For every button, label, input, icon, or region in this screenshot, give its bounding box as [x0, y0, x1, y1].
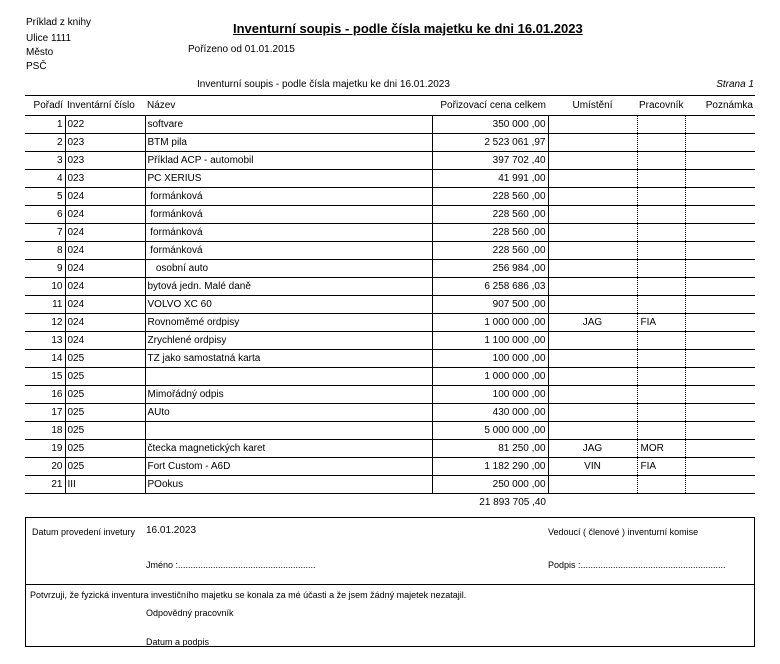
cell-price: 228 560 ,00	[432, 188, 548, 206]
cell-price: 1 000 000 ,00	[432, 314, 548, 332]
table-row	[25, 296, 755, 314]
col-order-header: Pořadí	[25, 96, 65, 116]
confirmation-text: Potvrzuji, že fyzická inventura investičního majetku se konala za mé účasti a že jsem žádný majetek nezatajil.	[30, 590, 467, 600]
cell-order: 20	[25, 458, 65, 476]
cell-order: 1	[25, 116, 65, 134]
cell-location	[548, 422, 637, 440]
total-spacer	[65, 494, 145, 512]
cell-name: TZ jako samostatná karta	[145, 350, 432, 368]
cell-worker	[637, 152, 685, 170]
cell-worker	[637, 134, 685, 152]
cell-note	[685, 206, 755, 224]
company-city: Město	[26, 47, 54, 58]
cell-order: 5	[25, 188, 65, 206]
cell-inv-number: 024	[65, 206, 145, 224]
cell-name: Mimořádný odpis	[145, 386, 432, 404]
cell-order: 21	[25, 476, 65, 494]
col-inv-header: Inventární číslo	[65, 96, 145, 116]
company-street: Ulice 1111	[26, 33, 72, 44]
cell-worker	[637, 368, 685, 386]
cell-price: 1 000 000 ,00	[432, 368, 548, 386]
col-name-header: Název	[145, 96, 432, 116]
cell-price: 41 991 ,00	[432, 170, 548, 188]
cell-inv-number: 024	[65, 224, 145, 242]
table-row	[25, 224, 755, 242]
cell-note	[685, 440, 755, 458]
cell-price: 228 560 ,00	[432, 242, 548, 260]
cell-location	[548, 404, 637, 422]
table-row	[25, 350, 755, 368]
cell-name: formánková	[145, 206, 432, 224]
cell-location	[548, 206, 637, 224]
cell-note	[685, 314, 755, 332]
cell-worker	[637, 224, 685, 242]
cell-inv-number: III	[65, 476, 145, 494]
cell-worker	[637, 332, 685, 350]
signature-line: Podpis :..........................................................	[548, 560, 726, 570]
col-worker-header: Pracovník	[637, 96, 685, 116]
total-spacer	[145, 494, 432, 512]
table-row	[25, 458, 755, 476]
cell-name: Příklad ACP - automobil	[145, 152, 432, 170]
report-title: Inventurní soupis - podle čísla majetku ke dni 16.01.2023	[233, 21, 583, 36]
cell-note	[685, 224, 755, 242]
cell-note	[685, 422, 755, 440]
cell-name: AUto	[145, 404, 432, 422]
cell-inv-number: 024	[65, 278, 145, 296]
cell-inv-number: 025	[65, 404, 145, 422]
cell-order: 8	[25, 242, 65, 260]
cell-name: softvare	[145, 116, 432, 134]
cell-price: 907 500 ,00	[432, 296, 548, 314]
table-row	[25, 170, 755, 188]
cell-worker	[637, 170, 685, 188]
cell-note	[685, 170, 755, 188]
cell-order: 4	[25, 170, 65, 188]
table-row	[25, 368, 755, 386]
cell-worker	[637, 278, 685, 296]
cell-worker	[637, 404, 685, 422]
cell-inv-number: 025	[65, 386, 145, 404]
cell-price: 250 000 ,00	[432, 476, 548, 494]
cell-order: 7	[25, 224, 65, 242]
cell-price: 100 000 ,00	[432, 350, 548, 368]
page-number: Strana 1	[716, 79, 754, 90]
cell-name: Fort Custom - A6D	[145, 458, 432, 476]
cell-inv-number: 024	[65, 296, 145, 314]
cell-inv-number: 022	[65, 116, 145, 134]
cell-worker	[637, 242, 685, 260]
cell-note	[685, 260, 755, 278]
cell-name: osobní auto	[145, 260, 432, 278]
cell-note	[685, 458, 755, 476]
cell-note	[685, 350, 755, 368]
cell-location	[548, 242, 637, 260]
cell-name: formánková	[145, 242, 432, 260]
cell-order: 10	[25, 278, 65, 296]
cell-location	[548, 350, 637, 368]
cell-name: Zrychlené ordpisy	[145, 332, 432, 350]
report-subtitle: Inventurní soupis - podle čísla majetku ke dni 16.01.2023	[197, 79, 450, 90]
cell-location	[548, 152, 637, 170]
company-zip: PSČ	[26, 61, 47, 72]
cell-inv-number: 024	[65, 314, 145, 332]
cell-price: 6 258 686 ,03	[432, 278, 548, 296]
table-row	[25, 332, 755, 350]
cell-inv-number: 024	[65, 242, 145, 260]
cell-price: 1 182 290 ,00	[432, 458, 548, 476]
table-row	[25, 116, 755, 134]
cell-worker: FIA	[637, 458, 685, 476]
cell-inv-number: 025	[65, 350, 145, 368]
cell-name: VOLVO XC 60	[145, 296, 432, 314]
cell-location	[548, 368, 637, 386]
table-row	[25, 440, 755, 458]
name-line: Jméno :.......................................................	[146, 560, 316, 570]
table-row	[25, 314, 755, 332]
cell-price: 228 560 ,00	[432, 206, 548, 224]
cell-inv-number: 024	[65, 260, 145, 278]
total-spacer	[25, 494, 65, 512]
cell-note	[685, 278, 755, 296]
cell-inv-number: 024	[65, 332, 145, 350]
table-row	[25, 404, 755, 422]
cell-note	[685, 116, 755, 134]
cell-note	[685, 152, 755, 170]
cell-location	[548, 188, 637, 206]
cell-order: 14	[25, 350, 65, 368]
cell-price: 100 000 ,00	[432, 386, 548, 404]
table-row	[25, 260, 755, 278]
col-location-header: Umístění	[548, 96, 637, 116]
table-row	[25, 206, 755, 224]
company-name: Príklad z knihy	[26, 17, 92, 28]
footer-divider	[26, 584, 754, 585]
cell-worker: MOR	[637, 440, 685, 458]
cell-order: 3	[25, 152, 65, 170]
cell-order: 17	[25, 404, 65, 422]
cell-location	[548, 476, 637, 494]
cell-name	[145, 422, 432, 440]
cell-order: 11	[25, 296, 65, 314]
cell-name	[145, 368, 432, 386]
cell-inv-number: 025	[65, 440, 145, 458]
table-row	[25, 242, 755, 260]
cell-price: 350 000 ,00	[432, 116, 548, 134]
cell-inv-number: 024	[65, 188, 145, 206]
responsible-worker-label: Odpovědný pracovník	[146, 608, 234, 618]
cell-location	[548, 116, 637, 134]
cell-price: 397 702 ,40	[432, 152, 548, 170]
cell-location	[548, 386, 637, 404]
cell-worker	[637, 116, 685, 134]
table-row	[25, 188, 755, 206]
cell-note	[685, 188, 755, 206]
cell-price: 2 523 061 ,97	[432, 134, 548, 152]
cell-price: 5 000 000 ,00	[432, 422, 548, 440]
commission-label: Vedoucí ( členové ) inventurní komise	[548, 527, 699, 537]
cell-order: 13	[25, 332, 65, 350]
table-header-row	[25, 96, 755, 116]
inventory-table	[25, 95, 755, 511]
cell-order: 15	[25, 368, 65, 386]
col-note-header: Poznámka	[685, 96, 755, 116]
cell-location: VIN	[548, 458, 637, 476]
cell-worker	[637, 350, 685, 368]
cell-worker	[637, 476, 685, 494]
cell-price: 81 250 ,00	[432, 440, 548, 458]
cell-note	[685, 368, 755, 386]
table-row	[25, 278, 755, 296]
cell-inv-number: 023	[65, 152, 145, 170]
inventory-date-value: 16.01.2023	[146, 525, 197, 536]
cell-location: JAG	[548, 314, 637, 332]
table-row	[25, 386, 755, 404]
cell-order: 6	[25, 206, 65, 224]
cell-price: 1 100 000 ,00	[432, 332, 548, 350]
cell-location	[548, 170, 637, 188]
table-row	[25, 422, 755, 440]
total-row	[25, 494, 755, 512]
signature-section	[25, 517, 755, 647]
table-row	[25, 134, 755, 152]
cell-worker	[637, 206, 685, 224]
cell-order: 19	[25, 440, 65, 458]
cell-inv-number: 023	[65, 134, 145, 152]
cell-order: 2	[25, 134, 65, 152]
cell-name: POokus	[145, 476, 432, 494]
cell-order: 16	[25, 386, 65, 404]
cell-worker: FIA	[637, 314, 685, 332]
cell-worker	[637, 188, 685, 206]
cell-location	[548, 134, 637, 152]
cell-location	[548, 296, 637, 314]
cell-worker	[637, 386, 685, 404]
cell-note	[685, 332, 755, 350]
cell-order: 12	[25, 314, 65, 332]
cell-worker	[637, 422, 685, 440]
cell-name: Rovnoměmé ordpisy	[145, 314, 432, 332]
cell-location	[548, 278, 637, 296]
cell-inv-number: 025	[65, 422, 145, 440]
cell-name: PC XERIUS	[145, 170, 432, 188]
cell-note	[685, 296, 755, 314]
date-signature-label: Datum a podpis	[146, 637, 210, 647]
cell-order: 9	[25, 260, 65, 278]
cell-name: formánková	[145, 224, 432, 242]
cell-note	[685, 404, 755, 422]
col-price-header: Pořizovací cena celkem	[432, 96, 548, 116]
table-row	[25, 152, 755, 170]
total-price: 21 893 705 ,40	[479, 497, 546, 508]
cell-inv-number: 023	[65, 170, 145, 188]
cell-name: bytová jedn. Malé daně	[145, 278, 432, 296]
cell-location	[548, 260, 637, 278]
cell-note	[685, 242, 755, 260]
cell-location	[548, 224, 637, 242]
cell-name: formánková	[145, 188, 432, 206]
cell-price: 256 984 ,00	[432, 260, 548, 278]
cell-note	[685, 134, 755, 152]
inventory-date-label: Datum provedení invetury	[32, 527, 136, 537]
cell-name: BTM pila	[145, 134, 432, 152]
cell-order: 18	[25, 422, 65, 440]
cell-inv-number: 025	[65, 368, 145, 386]
cell-location	[548, 332, 637, 350]
cell-location: JAG	[548, 440, 637, 458]
cell-worker	[637, 296, 685, 314]
cell-price: 228 560 ,00	[432, 224, 548, 242]
cell-worker	[637, 260, 685, 278]
cell-name: čtecka magnetických karet	[145, 440, 432, 458]
acquired-from: Pořízeno od 01.01.2015	[188, 44, 295, 55]
cell-price: 430 000 ,00	[432, 404, 548, 422]
cell-note	[685, 476, 755, 494]
cell-note	[685, 386, 755, 404]
table-row	[25, 476, 755, 494]
cell-inv-number: 025	[65, 458, 145, 476]
